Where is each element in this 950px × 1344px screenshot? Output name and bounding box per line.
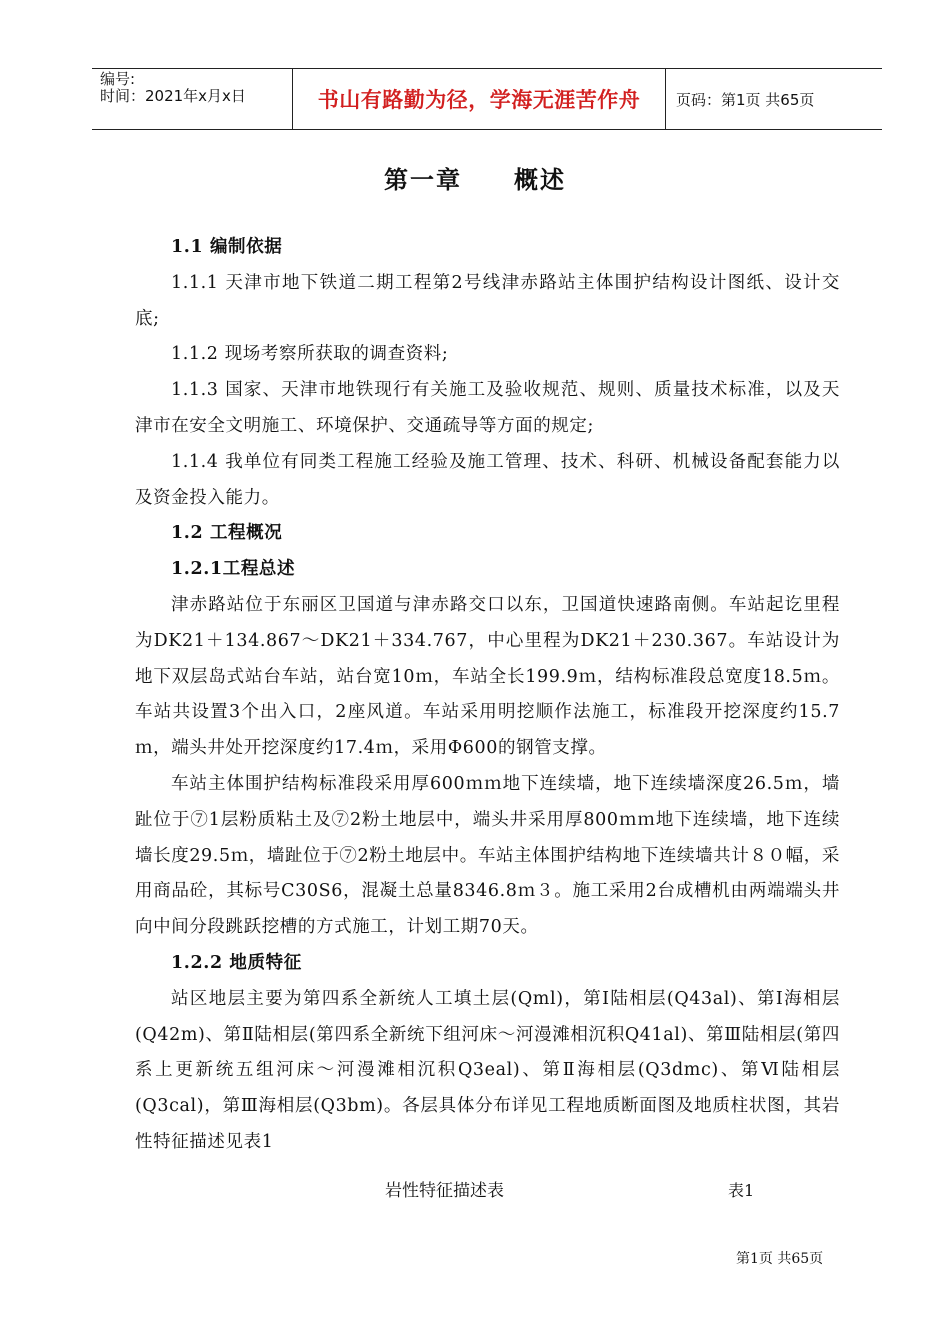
section-heading-1-2-2: 1.2.2 地质特征	[171, 952, 302, 973]
paragraph-geology: 站区地层主要为第四系全新统人工填土层(Qml)，第Ⅰ陆相层(Q43al)、第Ⅰ海相层(Q42m)、第Ⅱ陆相层(第四系全新统下组河床～河漫滩相沉积Q41al)、第Ⅲ陆相层(第四系上更新统五组河床～河漫滩相沉积Q3eal)、第Ⅱ海相层(Q3dmc)、第Ⅵ陆相层(Q3cal)，第Ⅲ海相层(Q3bm)。各层具体分布详见工程地质断面图及地质柱状图，其岩性特征描述见表1	[135, 988, 840, 1152]
paragraph-1-1-1: 1.1.1 天津市地下铁道二期工程第2号线津赤路站主体围护结构设计图纸、设计交底;	[135, 272, 840, 329]
document-body	[135, 230, 840, 1161]
chapter-name: 概述	[514, 165, 566, 194]
paragraph-1-1-4: 1.1.4 我单位有同类工程施工经验及施工管理、技术、科研、机械设备配套能力以及资金投入能力。	[135, 451, 840, 508]
paragraph-1-1-2: 1.1.2 现场考察所获取的调查资料;	[171, 344, 449, 365]
header-meta	[92, 69, 293, 129]
code-label: 编号:	[100, 70, 136, 88]
table-number: 表1	[728, 1181, 755, 1200]
header-motto: 书山有路勤为径，学海无涯苦作舟	[293, 69, 666, 129]
chapter-title	[0, 160, 950, 195]
time-label: 时间：2021年x月x日	[100, 87, 246, 105]
paragraph-retaining-structure: 车站主体围护结构标准段采用厚600ｍｍ地下连续墙，地下连续墙深度26.5ｍ，墙趾位于⑦1层粉质粘土及⑦2粉土地层中，端头井采用厚800ｍｍ地下连续墙，地下连续墙长度29.5ｍ，墙趾位于⑦2粉土地层中。车站主体围护结构地下连续墙共计８０幅，采用商品砼，其标号C30S6，混凝土总量8346.8ｍ３。施工采用2台成槽机由两端端头井向中间分段跳跃挖槽的方式施工，计划工期70天。	[135, 773, 840, 938]
chapter-number: 第一章	[384, 165, 462, 194]
paragraph-overview: 津赤路站位于东丽区卫国道与津赤路交口以东，卫国道快速路南侧。车站起讫里程为DK21＋134.867～DK21＋334.767，中心里程为DK21＋230.367。车站设计为地下双层岛式站台车站，站台宽10ｍ，车站全长199.9ｍ，结构标准段总宽度18.5ｍ。车站共设置3个出入口，2座风道。车站采用明挖顺作法施工，标准段开挖深度约15.7ｍ，端头井处开挖深度约17.4ｍ，采用Φ600的钢管支撑。	[135, 594, 840, 759]
section-heading-1-2-1: 1.2.1工程总述	[171, 559, 296, 580]
header-page-number: 页码：第1页 共65页	[676, 90, 815, 109]
table-caption: 岩性特征描述表	[385, 1181, 504, 1201]
section-heading-1-1: 1.1 编制依据	[171, 237, 283, 257]
page-header	[92, 68, 882, 130]
page-footer: 第1页 共65页	[736, 1251, 824, 1267]
paragraph-1-1-3: 1.1.3 国家、天津市地铁现行有关施工及验收规范、规则、质量技术标准，以及天津市在安全文明施工、环境保护、交通疏导等方面的规定;	[135, 380, 840, 436]
section-heading-1-2: 1.2 工程概况	[171, 523, 283, 544]
